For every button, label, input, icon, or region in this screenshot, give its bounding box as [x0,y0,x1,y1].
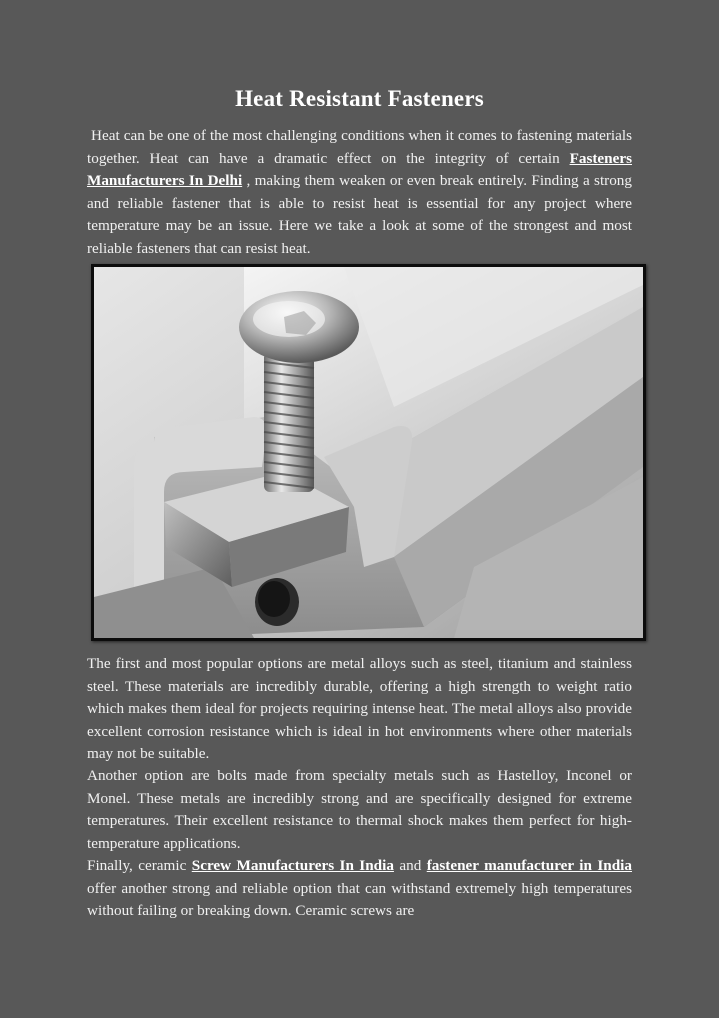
intro-paragraph [87,125,632,261]
page-title: Heat Resistant Fasteners [235,86,484,111]
paragraph-specialty-metals: Another option are bolts made from specialty metals such as Hastelloy, Inconel or Monel. These metals are incredibly strong and are specifically designed for extreme temperatures. Their excellent resistance to thermal shock makes them perfect for high-temperature applications. [87,767,632,852]
intro-text-end: , making them weaken or even break entirely. Finding a strong and reliable fastener that is able to resist heat is essential for any project where temperature may be an issue. Here we take a look at some of the strongest and most reliable fasteners that can resist heat. [87,172,632,257]
fastener-manufacturer-india-link[interactable]: fastener manufacturer in India [426,857,632,874]
ceramic-text-between: and [393,857,427,874]
intro-text-start: Heat can be one of the most challenging conditions when it comes to fastening materials together. Heat can have a dramatic effect on the integrity of certain [87,127,632,167]
t-slot-bolt-image [94,267,643,638]
ceramic-text-start: Finally, ceramic [87,857,192,874]
screw-manufacturers-india-link[interactable]: Screw Manufacturers In India [191,857,394,874]
fasteners-delhi-link[interactable]: Fasteners Manufacturers In Delhi [87,149,632,190]
fastener-photo [91,264,646,641]
paragraph-ceramic [87,855,632,923]
ceramic-text-end: offer another strong and reliable option that can withstand extremely high temperatures without failing or breaking down. Ceramic screws are [87,879,632,920]
paragraph-metal-alloys: The first and most popular options are metal alloys such as steel, titanium and stainless steel. These materials are incredibly durable, offering a high strength to weight ratio which makes them ideal for projects requiring intense heat. The metal alloys also provide excellent corrosion resistance which is ideal in hot environments where other materials may not be suitable. [87,655,632,763]
